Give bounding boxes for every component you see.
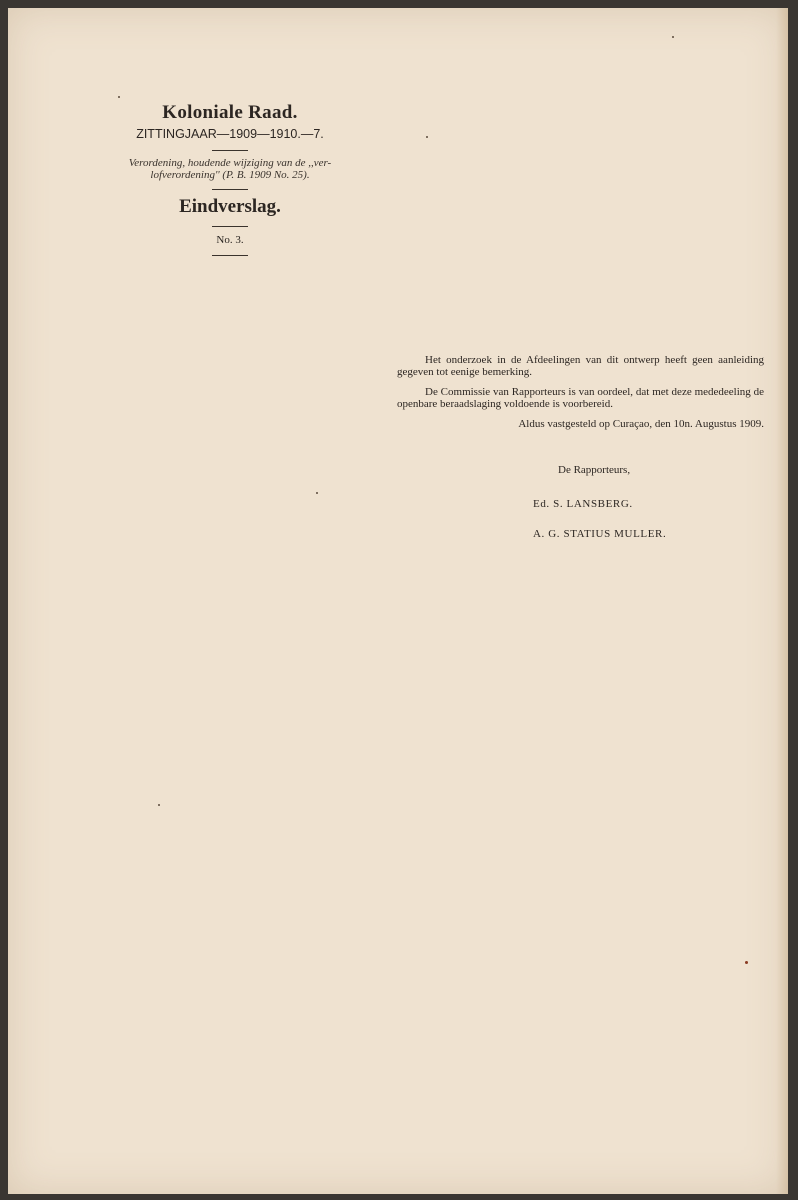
document-number: No. 3.: [216, 234, 244, 246]
subject-line-2: lofverordening'' (P. B. 1909 No. 25).: [150, 169, 310, 181]
document-title: Eindverslag.: [179, 196, 281, 217]
paragraph-commission: De Commissie van Rapporteurs is van oordeel, dat met deze mededeeling de openbare beraadslaging voldoende is voorbereid.: [397, 386, 764, 410]
paragraph-investigation: Het onderzoek in de Afdeelingen van dit ontwerp heeft geen aanleiding gegeven tot eenige bemerking.: [397, 354, 764, 378]
signature-label: De Rapporteurs,: [558, 464, 631, 476]
title-divider: [212, 226, 248, 227]
paper-speck: [158, 804, 160, 806]
number-divider: [212, 255, 248, 256]
rapporteur-name-1: Ed. S. LANSBERG.: [533, 498, 633, 510]
header-divider: [212, 150, 248, 151]
council-name: Koloniale Raad.: [162, 102, 298, 123]
closing-statement: Aldus vastgesteld op Curaçao, den 10n. Augustus 1909.: [518, 418, 764, 430]
paper-speck: [118, 96, 120, 98]
subject-line-1: Verordening, houdende wijziging van de ,,ver-: [128, 157, 332, 169]
paper-speck: [316, 492, 318, 494]
document-header: [100, 102, 360, 262]
paper-speck: [426, 136, 428, 138]
ordinance-subject: [110, 157, 350, 181]
paper-speck: [745, 961, 748, 964]
subject-divider: [212, 189, 248, 190]
session-year: ZITTINGJAAR—1909—1910.—7.: [136, 127, 324, 141]
document-page: [8, 8, 788, 1194]
report-body: [397, 354, 764, 430]
paper-speck: [672, 36, 674, 38]
rapporteur-name-2: A. G. STATIUS MULLER.: [533, 528, 667, 540]
